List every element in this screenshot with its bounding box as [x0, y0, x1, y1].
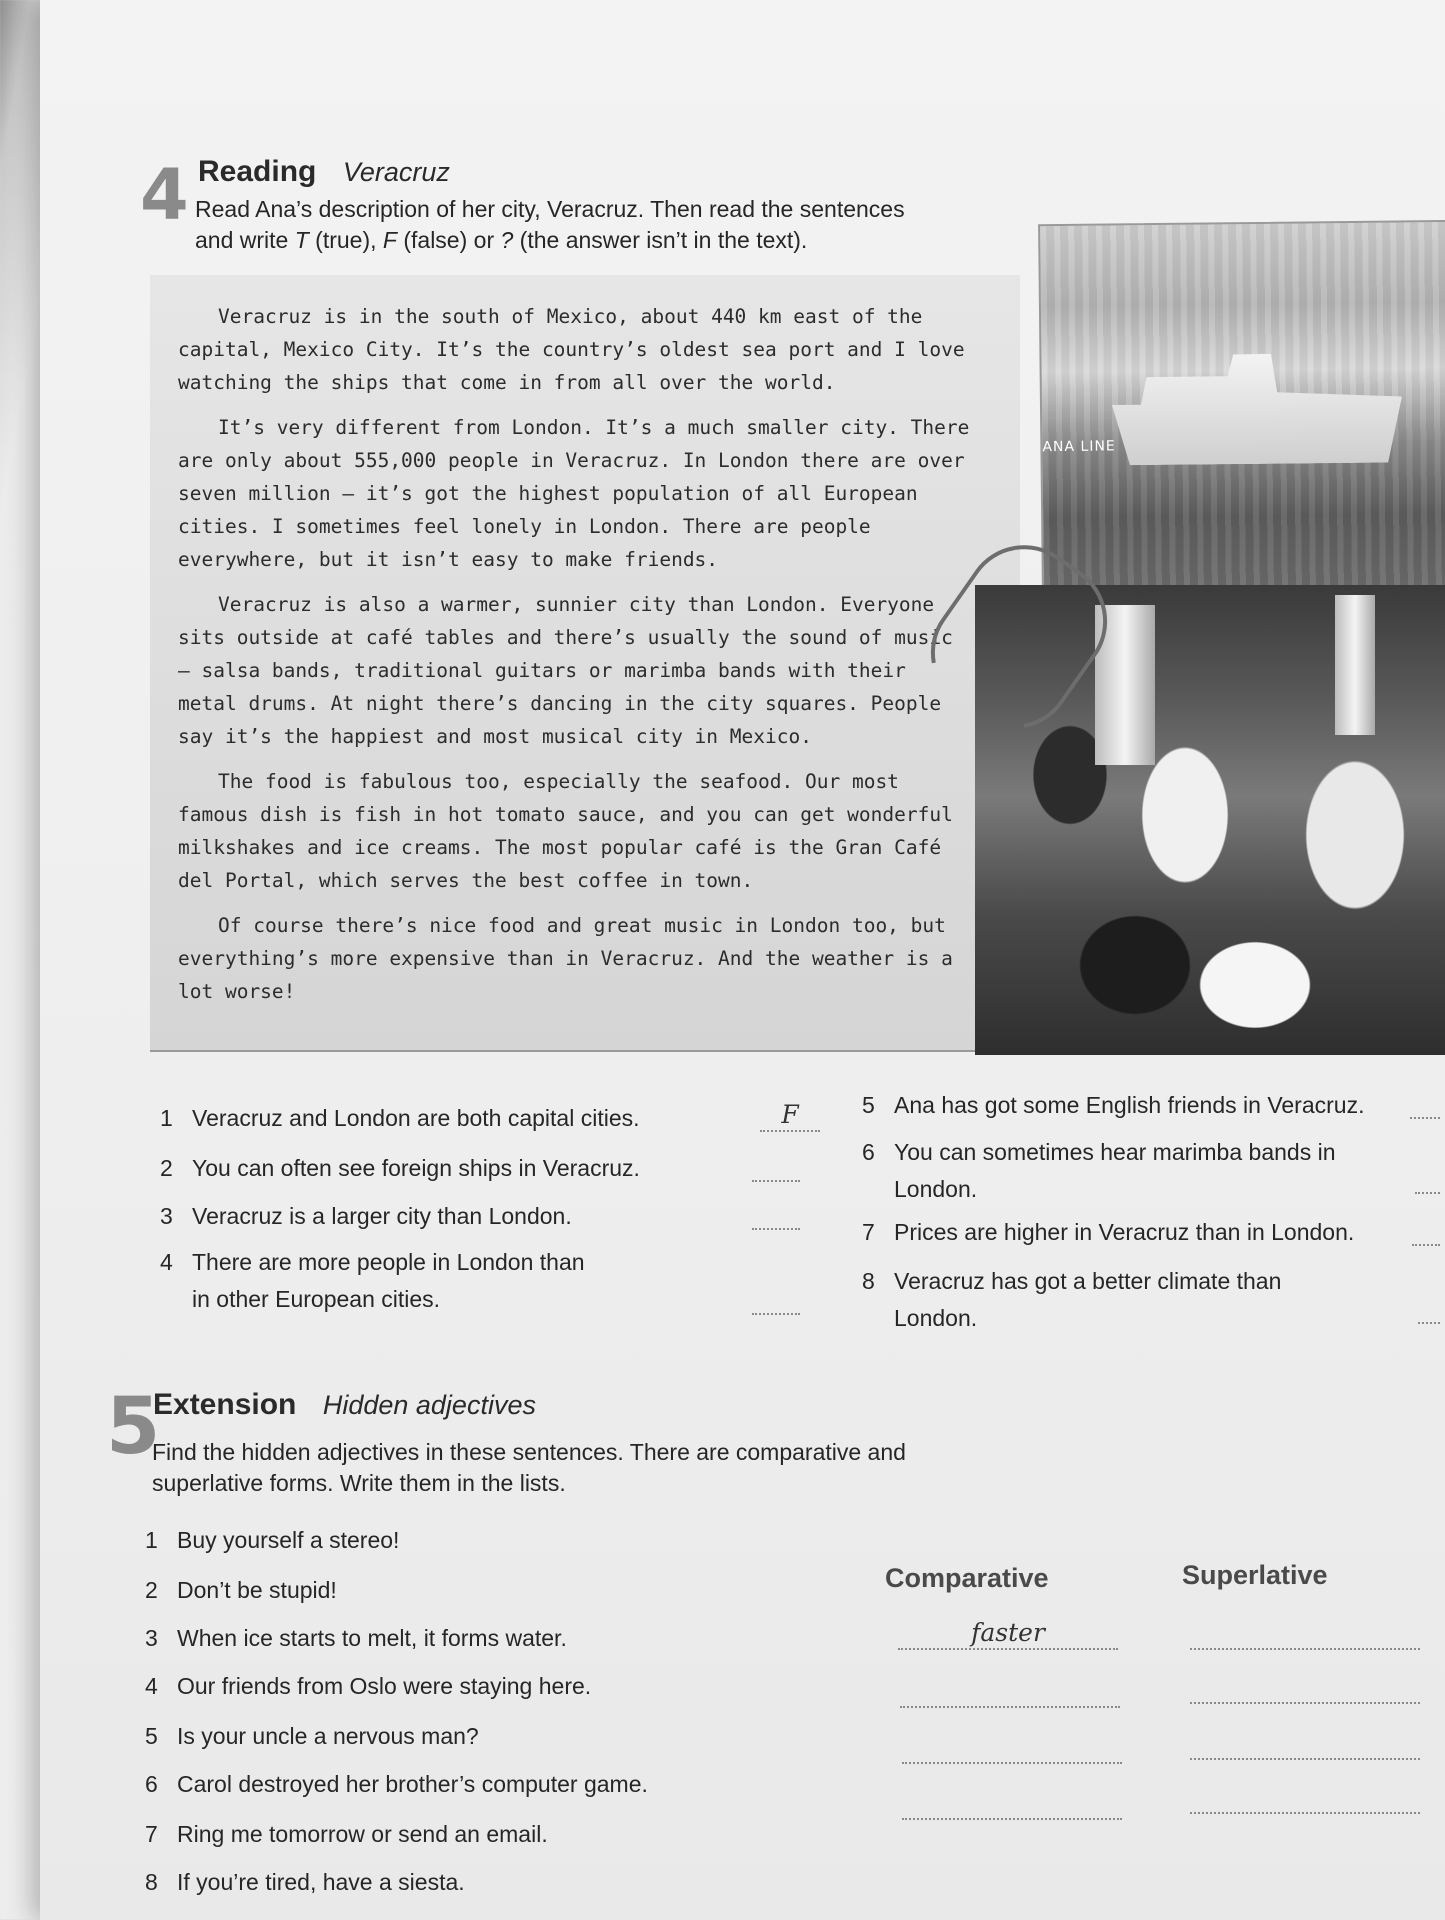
reading-passage — [178, 300, 998, 1020]
sentence-4: 4 Our friends from Oslo were staying here. — [145, 1673, 592, 1699]
passage-paragraph: The food is fabulous too, especially the seafood. Our most famous dish is fish in hot tomato sauce, and you can get wonderful milkshakes and ice creams. The most popular café is the Gran Café del Portal, which serves the best coffee in town. — [178, 770, 953, 892]
passage-paragraph: Veracruz is also a warmer, sunnier city than London. Everyone sits outside at café tables and there’s usually the sound of music – salsa bands, traditional guitars or marimba bands with their metal drums. At night there’s dancing in the city squares. People say it’s the happiest and most musical city in Mexico. — [178, 593, 953, 748]
question-4: 4 There are more people in London than in other European cities. — [160, 1249, 585, 1312]
reading-heading — [198, 155, 450, 189]
question-1: 1 Veracruz and London are both capital cities. — [160, 1105, 640, 1131]
answer-field-6[interactable] — [1415, 1162, 1440, 1194]
question-5: 5 Ana has got some English friends in Veracruz. — [862, 1092, 1365, 1118]
answer-field-3[interactable] — [752, 1198, 800, 1230]
question-2: 2 You can often see foreign ships in Veracruz. — [160, 1155, 640, 1181]
answer-field-7[interactable] — [1412, 1214, 1440, 1246]
answer-field-1[interactable]: F — [760, 1100, 820, 1132]
sentence-2: 2 Don’t be stupid! — [145, 1577, 337, 1603]
extension-heading — [153, 1388, 536, 1422]
sentence-7: 7 Ring me tomorrow or send an email. — [145, 1821, 548, 1847]
question-7: 7 Prices are higher in Veracruz than in London. — [862, 1219, 1355, 1245]
passage-paragraph: It’s very different from London. It’s a much smaller city. There are only about 555,000 people in Veracruz. In London there are over seven million – it’s got the highest population of all European cities. I sometimes feel lonely in London. There are people everywhere, but it isn’t easy to make friends. — [178, 416, 970, 571]
comparative-answer-2[interactable] — [900, 1676, 1120, 1708]
extension-instruction-line-1: Find the hidden adjectives in these sentences. There are comparative and — [152, 1439, 906, 1465]
superlative-answer-4[interactable] — [1190, 1782, 1420, 1814]
reading-subtitle: Veracruz — [342, 157, 450, 187]
pillar-image — [1335, 595, 1375, 735]
section-number-5: 5 — [106, 1382, 161, 1472]
sentence-1: 1 Buy yourself a stereo! — [145, 1527, 400, 1553]
comparative-answer-4[interactable] — [902, 1788, 1122, 1820]
answer-field-4[interactable] — [752, 1283, 800, 1315]
extension-instructions — [152, 1437, 1112, 1499]
reading-title: Reading — [198, 155, 317, 188]
ship-image — [1111, 352, 1402, 465]
superlative-answer-1[interactable] — [1190, 1618, 1420, 1650]
passage-paragraph: Of course there’s nice food and great music in London too, but everything’s more expensive than in Veracruz. And the weather is a lot worse! — [178, 914, 953, 1003]
reading-instructions — [195, 194, 1055, 256]
extension-subtitle: Hidden adjectives — [322, 1390, 536, 1420]
ship-label: ANA LINE — [1042, 438, 1116, 456]
question-8: 8 Veracruz has got a better climate than London. — [862, 1268, 1282, 1331]
reading-instruction-line-1: Read Ana’s description of her city, Veracruz. Then read the sentences — [195, 196, 905, 222]
section-number-4: 4 — [140, 154, 189, 236]
sentence-8: 8 If you’re tired, have a siesta. — [145, 1869, 465, 1895]
extension-title: Extension — [153, 1388, 297, 1421]
sentence-3: 3 When ice starts to melt, it forms water. — [145, 1625, 567, 1651]
answer-field-8[interactable] — [1418, 1292, 1440, 1324]
workbook-page — [40, 0, 1445, 1920]
answer-field-2[interactable] — [752, 1150, 800, 1182]
comparative-answer-3[interactable] — [902, 1732, 1122, 1764]
sentence-5: 5 Is your uncle a nervous man? — [145, 1723, 479, 1749]
comparative-answer-1[interactable]: faster — [898, 1618, 1118, 1650]
reading-instruction-line-2: and write T (true), F (false) or ? (the answer isn’t in the text). — [195, 227, 808, 253]
sentence-6: 6 Carol destroyed her brother’s computer game. — [145, 1771, 648, 1797]
superlative-answer-2[interactable] — [1190, 1672, 1420, 1704]
question-6: 6 You can sometimes hear marimba bands in London. — [862, 1139, 1336, 1202]
superlative-answer-3[interactable] — [1190, 1728, 1420, 1760]
question-3: 3 Veracruz is a larger city than London. — [160, 1203, 572, 1229]
passage-paragraph: Veracruz is in the south of Mexico, about 440 km east of the capital, Mexico City. It’s the country’s oldest sea port and I love watching the ships that come in from all over the world. — [178, 305, 965, 394]
superlative-header: Superlative — [1182, 1560, 1328, 1590]
comparative-header: Comparative — [885, 1563, 1049, 1593]
extension-instruction-line-2: superlative forms. Write them in the lists. — [152, 1470, 566, 1496]
answer-field-5[interactable] — [1410, 1087, 1440, 1119]
harbour-photo — [1038, 220, 1445, 593]
